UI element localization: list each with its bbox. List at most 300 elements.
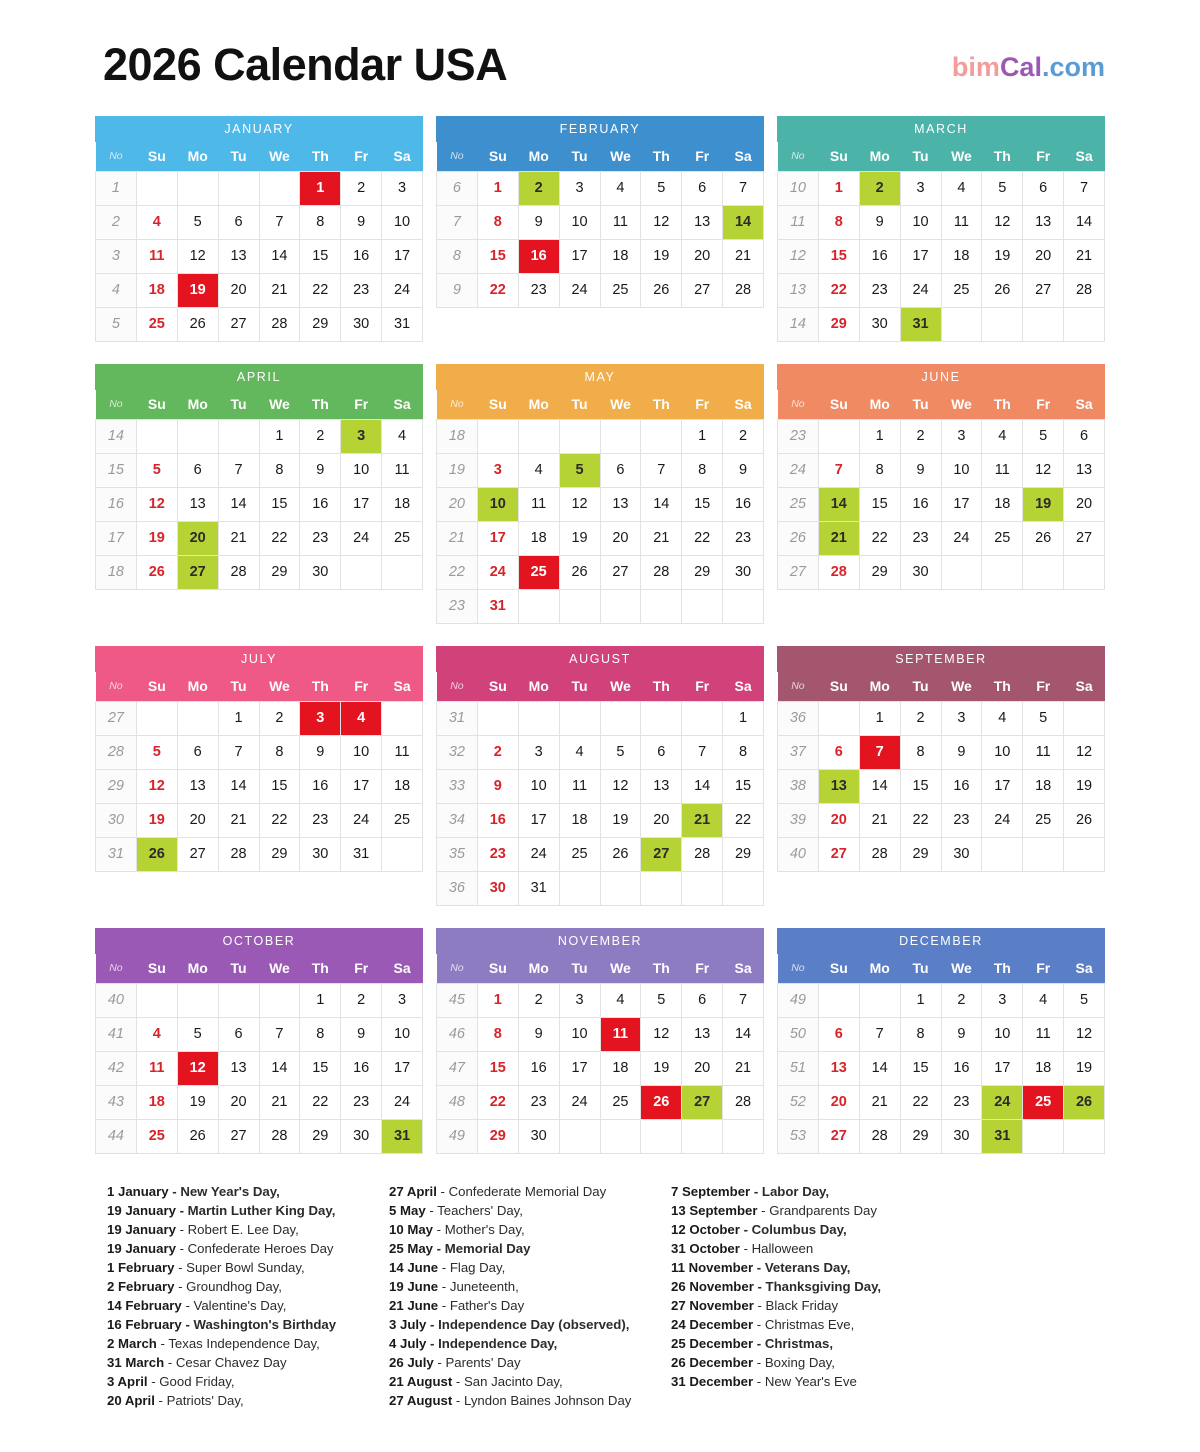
- day-cell[interactable]: 30: [477, 871, 518, 905]
- day-cell[interactable]: 24: [982, 1085, 1023, 1119]
- day-cell[interactable]: 19: [136, 803, 177, 837]
- day-cell[interactable]: 28: [682, 837, 723, 871]
- day-cell[interactable]: 6: [682, 171, 723, 205]
- day-cell[interactable]: 3: [559, 983, 600, 1017]
- day-cell[interactable]: 25: [941, 273, 982, 307]
- day-cell[interactable]: 25: [136, 307, 177, 341]
- day-cell[interactable]: 7: [259, 205, 300, 239]
- day-cell[interactable]: 29: [682, 555, 723, 589]
- day-cell[interactable]: 11: [982, 453, 1023, 487]
- day-cell[interactable]: 17: [518, 803, 559, 837]
- day-cell[interactable]: 29: [723, 837, 764, 871]
- day-cell[interactable]: 5: [136, 735, 177, 769]
- day-cell[interactable]: 28: [1064, 273, 1105, 307]
- day-cell[interactable]: 13: [818, 1051, 859, 1085]
- day-cell[interactable]: 19: [1064, 1051, 1105, 1085]
- day-cell[interactable]: 15: [900, 1051, 941, 1085]
- day-cell[interactable]: 13: [600, 487, 641, 521]
- day-cell[interactable]: 1: [300, 171, 341, 205]
- day-cell[interactable]: 8: [900, 1017, 941, 1051]
- day-cell[interactable]: 17: [382, 1051, 423, 1085]
- day-cell[interactable]: 8: [300, 1017, 341, 1051]
- day-cell[interactable]: 19: [600, 803, 641, 837]
- day-cell[interactable]: 12: [177, 1051, 218, 1085]
- day-cell[interactable]: 31: [382, 307, 423, 341]
- day-cell[interactable]: 29: [300, 1119, 341, 1153]
- day-cell[interactable]: 3: [477, 453, 518, 487]
- day-cell[interactable]: 26: [600, 837, 641, 871]
- day-cell[interactable]: 13: [177, 769, 218, 803]
- day-cell[interactable]: 10: [382, 205, 423, 239]
- day-cell[interactable]: 29: [259, 837, 300, 871]
- day-cell[interactable]: 5: [177, 1017, 218, 1051]
- day-cell[interactable]: 28: [859, 837, 900, 871]
- day-cell[interactable]: 8: [723, 735, 764, 769]
- day-cell[interactable]: 23: [477, 837, 518, 871]
- day-cell[interactable]: 30: [341, 307, 382, 341]
- day-cell[interactable]: 16: [900, 487, 941, 521]
- day-cell[interactable]: 11: [559, 769, 600, 803]
- day-cell[interactable]: 27: [1064, 521, 1105, 555]
- day-cell[interactable]: 22: [900, 803, 941, 837]
- day-cell[interactable]: 8: [859, 453, 900, 487]
- day-cell[interactable]: 26: [559, 555, 600, 589]
- day-cell[interactable]: 23: [900, 521, 941, 555]
- day-cell[interactable]: 3: [941, 419, 982, 453]
- day-cell[interactable]: 15: [477, 1051, 518, 1085]
- day-cell[interactable]: 17: [982, 1051, 1023, 1085]
- day-cell[interactable]: 21: [682, 803, 723, 837]
- day-cell[interactable]: 27: [218, 307, 259, 341]
- day-cell[interactable]: 25: [382, 803, 423, 837]
- day-cell[interactable]: 29: [818, 307, 859, 341]
- day-cell[interactable]: 4: [1023, 983, 1064, 1017]
- day-cell[interactable]: 30: [300, 555, 341, 589]
- day-cell[interactable]: 9: [518, 205, 559, 239]
- day-cell[interactable]: 14: [218, 769, 259, 803]
- day-cell[interactable]: 16: [341, 239, 382, 273]
- day-cell[interactable]: 30: [900, 555, 941, 589]
- day-cell[interactable]: 3: [982, 983, 1023, 1017]
- day-cell[interactable]: 10: [559, 205, 600, 239]
- day-cell[interactable]: 1: [859, 419, 900, 453]
- day-cell[interactable]: 16: [341, 1051, 382, 1085]
- day-cell[interactable]: 2: [900, 701, 941, 735]
- day-cell[interactable]: 1: [259, 419, 300, 453]
- day-cell[interactable]: 16: [941, 769, 982, 803]
- day-cell[interactable]: 2: [900, 419, 941, 453]
- day-cell[interactable]: 25: [1023, 1085, 1064, 1119]
- day-cell[interactable]: 26: [1064, 1085, 1105, 1119]
- day-cell[interactable]: 21: [1064, 239, 1105, 273]
- day-cell[interactable]: 1: [218, 701, 259, 735]
- day-cell[interactable]: 25: [600, 1085, 641, 1119]
- day-cell[interactable]: 27: [818, 837, 859, 871]
- day-cell[interactable]: 30: [300, 837, 341, 871]
- day-cell[interactable]: 14: [1064, 205, 1105, 239]
- day-cell[interactable]: 20: [218, 273, 259, 307]
- day-cell[interactable]: 28: [723, 273, 764, 307]
- day-cell[interactable]: 21: [259, 273, 300, 307]
- day-cell[interactable]: 27: [218, 1119, 259, 1153]
- day-cell[interactable]: 21: [859, 1085, 900, 1119]
- day-cell[interactable]: 10: [341, 453, 382, 487]
- day-cell[interactable]: 22: [900, 1085, 941, 1119]
- day-cell[interactable]: 12: [136, 487, 177, 521]
- day-cell[interactable]: 29: [300, 307, 341, 341]
- day-cell[interactable]: 11: [518, 487, 559, 521]
- day-cell[interactable]: 16: [300, 769, 341, 803]
- day-cell[interactable]: 5: [136, 453, 177, 487]
- day-cell[interactable]: 26: [1023, 521, 1064, 555]
- day-cell[interactable]: 30: [941, 837, 982, 871]
- day-cell[interactable]: 11: [136, 1051, 177, 1085]
- day-cell[interactable]: 15: [859, 487, 900, 521]
- day-cell[interactable]: 20: [1023, 239, 1064, 273]
- day-cell[interactable]: 22: [723, 803, 764, 837]
- day-cell[interactable]: 2: [341, 171, 382, 205]
- day-cell[interactable]: 10: [518, 769, 559, 803]
- day-cell[interactable]: 4: [136, 205, 177, 239]
- day-cell[interactable]: 2: [259, 701, 300, 735]
- day-cell[interactable]: 9: [900, 453, 941, 487]
- day-cell[interactable]: 26: [136, 837, 177, 871]
- day-cell[interactable]: 3: [382, 171, 423, 205]
- day-cell[interactable]: 21: [723, 239, 764, 273]
- day-cell[interactable]: 6: [641, 735, 682, 769]
- day-cell[interactable]: 13: [177, 487, 218, 521]
- day-cell[interactable]: 19: [177, 273, 218, 307]
- day-cell[interactable]: 24: [341, 803, 382, 837]
- day-cell[interactable]: 11: [941, 205, 982, 239]
- day-cell[interactable]: 20: [818, 1085, 859, 1119]
- day-cell[interactable]: 14: [682, 769, 723, 803]
- day-cell[interactable]: 20: [218, 1085, 259, 1119]
- day-cell[interactable]: 4: [600, 983, 641, 1017]
- day-cell[interactable]: 1: [477, 171, 518, 205]
- day-cell[interactable]: 10: [477, 487, 518, 521]
- day-cell[interactable]: 19: [1023, 487, 1064, 521]
- day-cell[interactable]: 13: [641, 769, 682, 803]
- day-cell[interactable]: 3: [341, 419, 382, 453]
- day-cell[interactable]: 7: [259, 1017, 300, 1051]
- day-cell[interactable]: 9: [341, 205, 382, 239]
- day-cell[interactable]: 22: [818, 273, 859, 307]
- day-cell[interactable]: 7: [218, 453, 259, 487]
- day-cell[interactable]: 10: [982, 1017, 1023, 1051]
- day-cell[interactable]: 28: [218, 555, 259, 589]
- day-cell[interactable]: 14: [218, 487, 259, 521]
- day-cell[interactable]: 7: [723, 171, 764, 205]
- day-cell[interactable]: 28: [218, 837, 259, 871]
- day-cell[interactable]: 7: [859, 735, 900, 769]
- day-cell[interactable]: 23: [941, 803, 982, 837]
- day-cell[interactable]: 4: [518, 453, 559, 487]
- day-cell[interactable]: 1: [300, 983, 341, 1017]
- day-cell[interactable]: 13: [1064, 453, 1105, 487]
- day-cell[interactable]: 4: [941, 171, 982, 205]
- day-cell[interactable]: 21: [723, 1051, 764, 1085]
- day-cell[interactable]: 11: [1023, 1017, 1064, 1051]
- day-cell[interactable]: 19: [559, 521, 600, 555]
- day-cell[interactable]: 8: [259, 453, 300, 487]
- day-cell[interactable]: 1: [477, 983, 518, 1017]
- day-cell[interactable]: 5: [1023, 419, 1064, 453]
- day-cell[interactable]: 10: [559, 1017, 600, 1051]
- day-cell[interactable]: 12: [1064, 735, 1105, 769]
- day-cell[interactable]: 9: [518, 1017, 559, 1051]
- day-cell[interactable]: 4: [600, 171, 641, 205]
- day-cell[interactable]: 13: [1023, 205, 1064, 239]
- day-cell[interactable]: 8: [682, 453, 723, 487]
- day-cell[interactable]: 31: [982, 1119, 1023, 1153]
- day-cell[interactable]: 7: [818, 453, 859, 487]
- day-cell[interactable]: 18: [559, 803, 600, 837]
- day-cell[interactable]: 24: [382, 273, 423, 307]
- day-cell[interactable]: 6: [1064, 419, 1105, 453]
- day-cell[interactable]: 20: [1064, 487, 1105, 521]
- day-cell[interactable]: 16: [518, 239, 559, 273]
- day-cell[interactable]: 11: [382, 453, 423, 487]
- day-cell[interactable]: 20: [177, 803, 218, 837]
- day-cell[interactable]: 22: [259, 521, 300, 555]
- day-cell[interactable]: 25: [136, 1119, 177, 1153]
- day-cell[interactable]: 17: [341, 487, 382, 521]
- day-cell[interactable]: 26: [982, 273, 1023, 307]
- day-cell[interactable]: 11: [600, 205, 641, 239]
- day-cell[interactable]: 16: [723, 487, 764, 521]
- day-cell[interactable]: 11: [1023, 735, 1064, 769]
- day-cell[interactable]: 21: [859, 803, 900, 837]
- day-cell[interactable]: 11: [600, 1017, 641, 1051]
- day-cell[interactable]: 26: [1064, 803, 1105, 837]
- day-cell[interactable]: 17: [341, 769, 382, 803]
- day-cell[interactable]: 17: [559, 1051, 600, 1085]
- day-cell[interactable]: 6: [218, 1017, 259, 1051]
- day-cell[interactable]: 27: [177, 837, 218, 871]
- day-cell[interactable]: 25: [518, 555, 559, 589]
- day-cell[interactable]: 1: [682, 419, 723, 453]
- day-cell[interactable]: 13: [218, 239, 259, 273]
- day-cell[interactable]: 7: [859, 1017, 900, 1051]
- day-cell[interactable]: 19: [641, 1051, 682, 1085]
- day-cell[interactable]: 20: [641, 803, 682, 837]
- day-cell[interactable]: 5: [600, 735, 641, 769]
- day-cell[interactable]: 29: [259, 555, 300, 589]
- day-cell[interactable]: 24: [559, 1085, 600, 1119]
- day-cell[interactable]: 27: [641, 837, 682, 871]
- day-cell[interactable]: 21: [818, 521, 859, 555]
- day-cell[interactable]: 23: [341, 1085, 382, 1119]
- day-cell[interactable]: 25: [600, 273, 641, 307]
- day-cell[interactable]: 27: [682, 1085, 723, 1119]
- day-cell[interactable]: 29: [859, 555, 900, 589]
- day-cell[interactable]: 15: [477, 239, 518, 273]
- day-cell[interactable]: 21: [641, 521, 682, 555]
- day-cell[interactable]: 20: [818, 803, 859, 837]
- day-cell[interactable]: 23: [341, 273, 382, 307]
- day-cell[interactable]: 24: [341, 521, 382, 555]
- day-cell[interactable]: 14: [259, 1051, 300, 1085]
- day-cell[interactable]: 20: [682, 1051, 723, 1085]
- day-cell[interactable]: 20: [177, 521, 218, 555]
- day-cell[interactable]: 28: [723, 1085, 764, 1119]
- brand-logo[interactable]: [952, 52, 1105, 83]
- day-cell[interactable]: 9: [300, 453, 341, 487]
- day-cell[interactable]: 7: [641, 453, 682, 487]
- day-cell[interactable]: 17: [941, 487, 982, 521]
- day-cell[interactable]: 6: [177, 735, 218, 769]
- day-cell[interactable]: 10: [341, 735, 382, 769]
- day-cell[interactable]: 3: [518, 735, 559, 769]
- day-cell[interactable]: 18: [1023, 1051, 1064, 1085]
- day-cell[interactable]: 21: [218, 521, 259, 555]
- day-cell[interactable]: 15: [300, 239, 341, 273]
- day-cell[interactable]: 16: [941, 1051, 982, 1085]
- day-cell[interactable]: 17: [982, 769, 1023, 803]
- day-cell[interactable]: 16: [518, 1051, 559, 1085]
- day-cell[interactable]: 28: [859, 1119, 900, 1153]
- day-cell[interactable]: 9: [723, 453, 764, 487]
- day-cell[interactable]: 18: [518, 521, 559, 555]
- day-cell[interactable]: 18: [136, 273, 177, 307]
- day-cell[interactable]: 4: [982, 419, 1023, 453]
- day-cell[interactable]: 12: [600, 769, 641, 803]
- day-cell[interactable]: 12: [177, 239, 218, 273]
- day-cell[interactable]: 27: [600, 555, 641, 589]
- day-cell[interactable]: 27: [682, 273, 723, 307]
- day-cell[interactable]: 3: [382, 983, 423, 1017]
- day-cell[interactable]: 22: [300, 1085, 341, 1119]
- day-cell[interactable]: 14: [859, 1051, 900, 1085]
- day-cell[interactable]: 14: [259, 239, 300, 273]
- day-cell[interactable]: 31: [518, 871, 559, 905]
- day-cell[interactable]: 27: [818, 1119, 859, 1153]
- day-cell[interactable]: 17: [477, 521, 518, 555]
- day-cell[interactable]: 18: [382, 487, 423, 521]
- day-cell[interactable]: 24: [982, 803, 1023, 837]
- day-cell[interactable]: 26: [177, 307, 218, 341]
- day-cell[interactable]: 22: [259, 803, 300, 837]
- day-cell[interactable]: 25: [559, 837, 600, 871]
- day-cell[interactable]: 10: [900, 205, 941, 239]
- day-cell[interactable]: 24: [477, 555, 518, 589]
- day-cell[interactable]: 16: [477, 803, 518, 837]
- day-cell[interactable]: 15: [259, 487, 300, 521]
- day-cell[interactable]: 8: [477, 1017, 518, 1051]
- day-cell[interactable]: 6: [818, 1017, 859, 1051]
- day-cell[interactable]: 18: [1023, 769, 1064, 803]
- day-cell[interactable]: 26: [641, 273, 682, 307]
- day-cell[interactable]: 19: [136, 521, 177, 555]
- day-cell[interactable]: 5: [559, 453, 600, 487]
- day-cell[interactable]: 16: [859, 239, 900, 273]
- day-cell[interactable]: 22: [682, 521, 723, 555]
- day-cell[interactable]: 10: [382, 1017, 423, 1051]
- day-cell[interactable]: 14: [723, 205, 764, 239]
- day-cell[interactable]: 18: [982, 487, 1023, 521]
- day-cell[interactable]: 9: [941, 735, 982, 769]
- day-cell[interactable]: 20: [682, 239, 723, 273]
- day-cell[interactable]: 28: [641, 555, 682, 589]
- day-cell[interactable]: 31: [900, 307, 941, 341]
- day-cell[interactable]: 27: [177, 555, 218, 589]
- day-cell[interactable]: 7: [1064, 171, 1105, 205]
- day-cell[interactable]: 19: [1064, 769, 1105, 803]
- day-cell[interactable]: 22: [859, 521, 900, 555]
- day-cell[interactable]: 2: [341, 983, 382, 1017]
- day-cell[interactable]: 1: [818, 171, 859, 205]
- day-cell[interactable]: 22: [477, 273, 518, 307]
- day-cell[interactable]: 6: [218, 205, 259, 239]
- day-cell[interactable]: 4: [341, 701, 382, 735]
- day-cell[interactable]: 27: [1023, 273, 1064, 307]
- day-cell[interactable]: 7: [682, 735, 723, 769]
- day-cell[interactable]: 9: [300, 735, 341, 769]
- day-cell[interactable]: 26: [177, 1119, 218, 1153]
- day-cell[interactable]: 6: [818, 735, 859, 769]
- day-cell[interactable]: 6: [177, 453, 218, 487]
- day-cell[interactable]: 30: [941, 1119, 982, 1153]
- day-cell[interactable]: 6: [1023, 171, 1064, 205]
- day-cell[interactable]: 1: [900, 983, 941, 1017]
- day-cell[interactable]: 6: [600, 453, 641, 487]
- day-cell[interactable]: 30: [859, 307, 900, 341]
- day-cell[interactable]: 2: [300, 419, 341, 453]
- day-cell[interactable]: 12: [641, 1017, 682, 1051]
- day-cell[interactable]: 5: [1023, 701, 1064, 735]
- day-cell[interactable]: 1: [859, 701, 900, 735]
- day-cell[interactable]: 22: [477, 1085, 518, 1119]
- day-cell[interactable]: 18: [382, 769, 423, 803]
- day-cell[interactable]: 22: [300, 273, 341, 307]
- day-cell[interactable]: 18: [941, 239, 982, 273]
- day-cell[interactable]: 17: [559, 239, 600, 273]
- day-cell[interactable]: 2: [518, 171, 559, 205]
- day-cell[interactable]: 9: [341, 1017, 382, 1051]
- day-cell[interactable]: 13: [818, 769, 859, 803]
- day-cell[interactable]: 23: [518, 273, 559, 307]
- day-cell[interactable]: 1: [723, 701, 764, 735]
- day-cell[interactable]: 13: [682, 205, 723, 239]
- day-cell[interactable]: 18: [136, 1085, 177, 1119]
- day-cell[interactable]: 30: [518, 1119, 559, 1153]
- day-cell[interactable]: 9: [859, 205, 900, 239]
- day-cell[interactable]: 28: [818, 555, 859, 589]
- day-cell[interactable]: 15: [259, 769, 300, 803]
- day-cell[interactable]: 29: [477, 1119, 518, 1153]
- day-cell[interactable]: 5: [1064, 983, 1105, 1017]
- day-cell[interactable]: 7: [218, 735, 259, 769]
- day-cell[interactable]: 18: [600, 239, 641, 273]
- day-cell[interactable]: 15: [900, 769, 941, 803]
- day-cell[interactable]: 17: [382, 239, 423, 273]
- day-cell[interactable]: 25: [382, 521, 423, 555]
- day-cell[interactable]: 14: [723, 1017, 764, 1051]
- day-cell[interactable]: 5: [982, 171, 1023, 205]
- day-cell[interactable]: 30: [341, 1119, 382, 1153]
- day-cell[interactable]: 15: [818, 239, 859, 273]
- day-cell[interactable]: 12: [982, 205, 1023, 239]
- day-cell[interactable]: 17: [900, 239, 941, 273]
- day-cell[interactable]: 21: [259, 1085, 300, 1119]
- day-cell[interactable]: 14: [641, 487, 682, 521]
- day-cell[interactable]: 18: [600, 1051, 641, 1085]
- day-cell[interactable]: 15: [723, 769, 764, 803]
- day-cell[interactable]: 6: [682, 983, 723, 1017]
- day-cell[interactable]: 12: [136, 769, 177, 803]
- day-cell[interactable]: 13: [218, 1051, 259, 1085]
